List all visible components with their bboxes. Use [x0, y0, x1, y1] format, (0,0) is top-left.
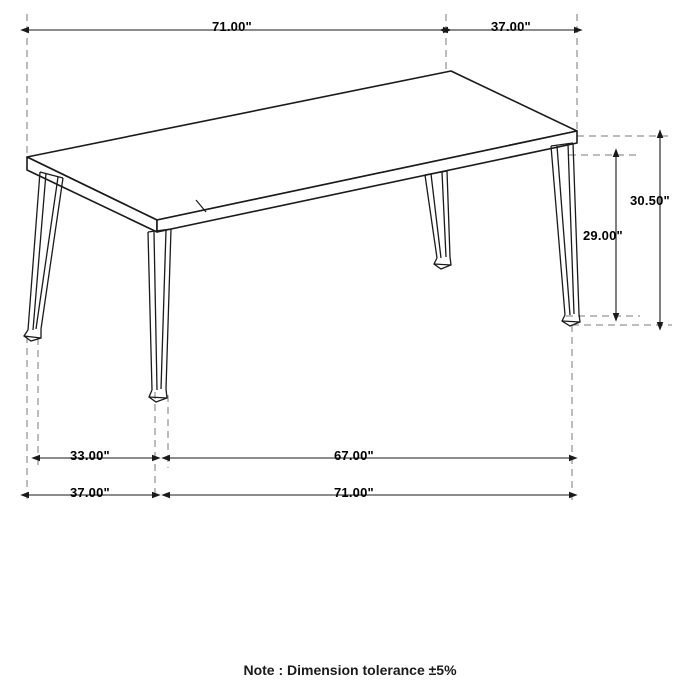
- table-illustration: [24, 71, 580, 402]
- leg-front-left: [24, 172, 63, 341]
- dimension-label-overall-height: 30.50": [630, 193, 670, 208]
- dimension-label-bottom-leg-span: 33.00": [70, 448, 110, 463]
- dimension-label-bottom-width: 71.00": [334, 485, 374, 500]
- dimension-label-bottom-depth: 37.00": [70, 485, 110, 500]
- dimension-label-top-left-width: 71.00": [212, 19, 252, 34]
- dimension-label-table-height: 29.00": [583, 228, 623, 243]
- extension-lines: [27, 14, 672, 500]
- tolerance-note: Note : Dimension tolerance ±5%: [243, 662, 457, 678]
- leg-front-center: [148, 229, 171, 402]
- leg-back-center: [425, 171, 451, 269]
- dimension-label-top-right-width: 37.00": [491, 19, 531, 34]
- leg-back-right: [551, 143, 580, 326]
- dimension-label-bottom-leg-length: 67.00": [334, 448, 374, 463]
